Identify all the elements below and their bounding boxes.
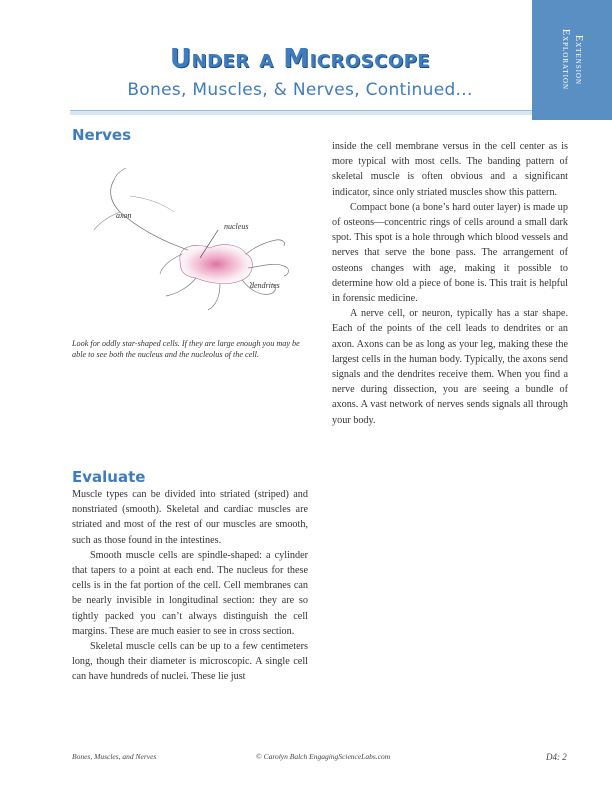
right-paragraph-1: inside the cell membrane versus in the cell center as is more typical with most cells. The banding pattern of skeletal muscle is often obvious and a significant indicator, since only striated muscles show this pattern. (332, 141, 568, 198)
side-tab-text (532, 0, 612, 120)
footer-page-number: D4: 2 (546, 752, 567, 762)
nucleus-label: nucleus (224, 222, 249, 231)
footer-left: Bones, Muscles, and Nerves (72, 752, 157, 761)
nerves-heading: Nerves (72, 126, 132, 144)
figure-caption: Look for oddly star-shaped cells. If they are large enough you may be able to see both the nucleus and the nucleolus of the cell. (72, 339, 300, 359)
left-column (72, 487, 308, 685)
right-column (332, 139, 568, 428)
neuron-figure (70, 150, 310, 340)
cell-body (180, 245, 253, 284)
page-title: Under a Microscope (169, 44, 431, 74)
side-tab-line-2: Exploration (560, 29, 571, 91)
evaluate-paragraph-1: Muscle types can be divided into striated (striped) and nonstriated (smooth). Skeletal and cardiac muscles are striated and most of the rest of our muscles are smooth, such as those found in the intestines. (72, 489, 308, 546)
page-subtitle: Bones, Muscles, & Nerves, Continued... (127, 80, 473, 100)
right-paragraph-2: Compact bone (a bone’s hard outer layer) is made up of osteons—concentric rings of cells around a small dark spot. This spot is a hole through which blood vessels and nerves that serve the bone pass. The arrangement of osteons changes with age, making it possible to determine how old a piece of bone is. This trait is helpful in forensic medicine. (332, 201, 568, 305)
evaluate-paragraph-3: Skeletal muscle cells can be up to a few centimeters long, though their diameter is microscopic. A single cell can have hundreds of nuclei. These lie just (72, 641, 308, 683)
right-paragraph-3: A nerve cell, or neuron, typically has a star shape. Each of the points of the cell leads to dendrites or an axon. Axons can be as long as your leg, making these the largest cells in the human body. Typically, the axons send signals and the dendrites receive them. When you find a nerve during dissection, you are seeing a bundle of axons. A vast network of nerves sends signals all through your body. (332, 308, 568, 426)
dendrites-label: dendrites (250, 281, 280, 290)
title-rule (70, 110, 532, 115)
evaluate-paragraph-2: Smooth muscle cells are spindle-shaped: a cylinder that tapers to a point at each end. The nucleus for these cells is in the fat portion of the cell. Cell membranes can be nearly invisible in longitudinal section: they are so tightly packed you can’t always distinguish the cell margins. These are much easier to see in cross section. (72, 549, 308, 637)
side-tab-line-1: Extension (573, 34, 584, 86)
neuron-illustration (70, 150, 310, 340)
axon-label: axon (116, 211, 132, 220)
evaluate-heading: Evaluate (72, 468, 146, 486)
footer-center: © Carolyn Balch EngagingScienceLabs.com (256, 752, 391, 761)
